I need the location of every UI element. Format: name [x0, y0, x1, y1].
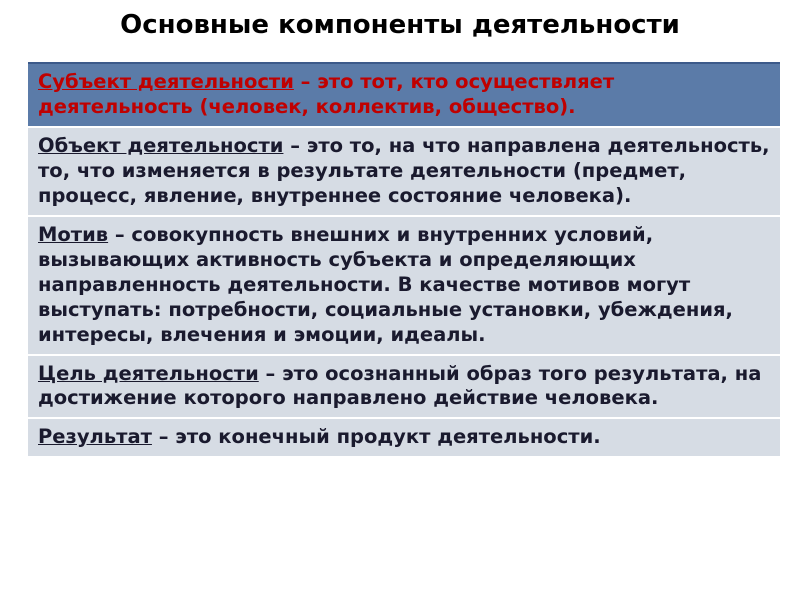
term-label: Субъект деятельности [38, 70, 294, 93]
term-label: Результат [38, 425, 152, 449]
page-title: Основные компоненты деятельности [120, 10, 680, 40]
table-row [28, 217, 780, 356]
table-row [28, 128, 780, 217]
row-text [38, 134, 770, 209]
term-definition: – это тот, кто осуществляет деятельность (человек, коллектив, общество). [38, 70, 615, 118]
components-table [28, 62, 780, 458]
row-text [38, 425, 770, 450]
table-row [28, 64, 780, 128]
term-label: Мотив [38, 222, 109, 246]
table-row [28, 419, 780, 458]
term-label: Объект деятельности [38, 133, 284, 157]
term-definition: – совокупность внешних и внутренних условий, вызывающих активность субъекта и определяющих направленность деятельности. В качестве мотивов могут выступать: потребности, социальные установки, убеждения, интересы, влечения и эмоции, идеалы. [38, 222, 733, 346]
row-text [38, 223, 770, 348]
row-text [38, 362, 770, 412]
term-label: Цель деятельности [38, 361, 259, 385]
term-definition: – это осознанный образ того результата, на достижение которого направлено действие человека. [38, 361, 762, 410]
row-text [38, 70, 770, 120]
term-definition: – это то, на что направлена деятельность, то, что изменяется в результате деятельности (предмет, процесс, явление, внутреннее состояние человека). [38, 133, 770, 207]
term-definition: – это конечный продукт деятельности. [151, 425, 601, 449]
table-row [28, 356, 780, 420]
